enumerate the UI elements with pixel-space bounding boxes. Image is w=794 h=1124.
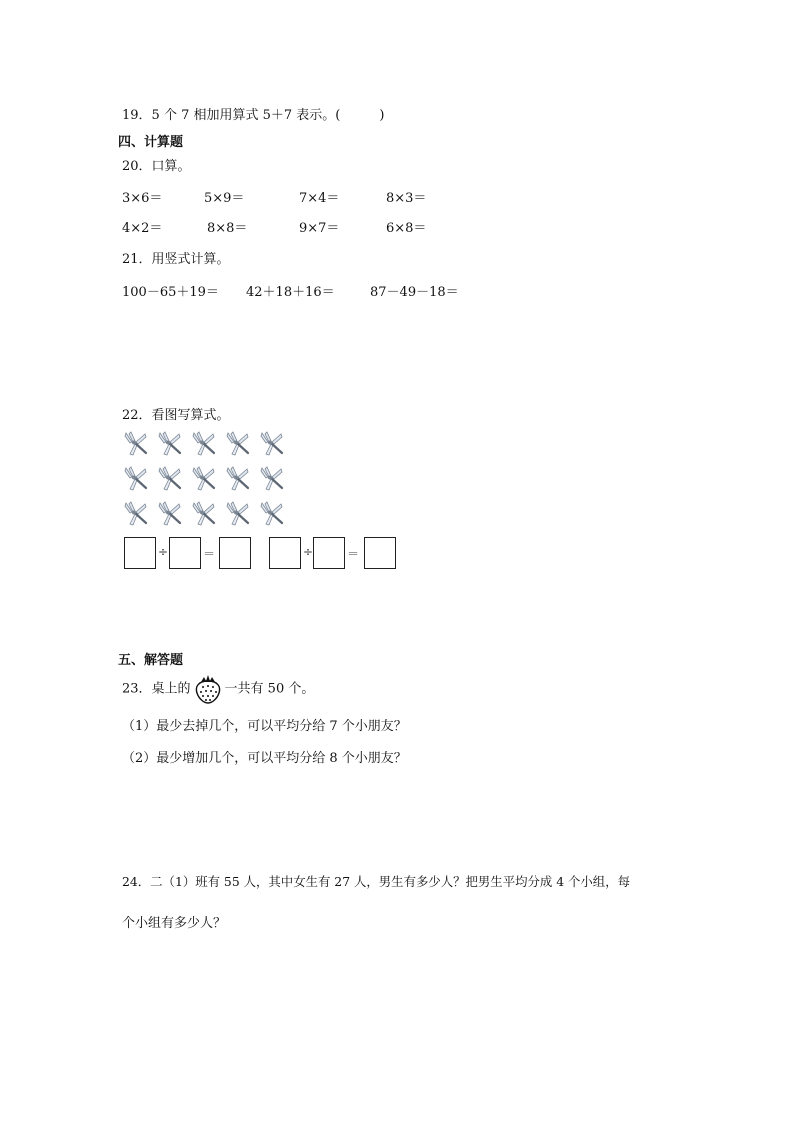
oral-calc-item: 9×7＝	[299, 221, 340, 236]
answer-box[interactable]	[219, 537, 251, 569]
oral-calc-item: 8×3＝	[386, 191, 427, 206]
dragonfly-icon	[224, 465, 252, 493]
question-19: 19．5 个 7 相加用算式 5＋7 表示。( )	[122, 108, 385, 123]
divide-sign: ÷	[158, 545, 169, 559]
dragonfly-icon	[258, 500, 286, 528]
dragonfly-icon	[156, 465, 184, 493]
question-21-title: 21．用竖式计算。	[122, 252, 230, 267]
question-20-title: 20．口算。	[122, 159, 191, 174]
question-24-line-2: 个小组有多少人？	[122, 916, 227, 931]
question-23	[122, 673, 314, 705]
oral-calc-item: 3×6＝	[122, 191, 163, 206]
vertical-calc-item: 100－65＋19＝	[122, 285, 219, 300]
question-24-line-1: 24．二（1）班有 55 人，其中女生有 27 人，男生有多少人？把男生平均分成 4 个小组，每	[122, 874, 630, 889]
dragonfly-icon	[122, 465, 150, 493]
answer-box[interactable]	[364, 537, 396, 569]
dragonfly-icon	[224, 430, 252, 458]
oral-calc-item: 6×8＝	[386, 221, 427, 236]
dragonfly-icon	[156, 500, 184, 528]
question-23-sub-1: （1）最少去掉几个，可以平均分给 7 个小朋友？	[122, 719, 407, 734]
oral-calc-item: 7×4＝	[299, 191, 340, 206]
answer-box[interactable]	[313, 537, 345, 569]
section-5-title: 五、解答题	[118, 653, 184, 668]
dragonfly-icon	[156, 430, 184, 458]
dragonfly-row	[122, 430, 286, 460]
question-23-suffix: 一共有 50 个。	[224, 681, 315, 697]
question-22-title: 22．看图写算式。	[122, 408, 230, 423]
question-23-sub-2: （2）最少增加几个，可以平均分给 8 个小朋友？	[122, 751, 407, 766]
equals-sign: ＝	[203, 547, 216, 561]
answer-box[interactable]	[269, 537, 301, 569]
dragonfly-icon	[190, 465, 218, 493]
dragonfly-icon	[190, 430, 218, 458]
dragonfly-row	[122, 500, 286, 530]
answer-box[interactable]	[124, 537, 156, 569]
dragonfly-icon	[258, 430, 286, 458]
answer-box[interactable]	[169, 537, 201, 569]
dragonfly-icon	[224, 500, 252, 528]
equals-sign: ＝	[347, 547, 360, 561]
section-4-title: 四、计算题	[118, 135, 184, 150]
vertical-calc-item: 87－49－18＝	[370, 285, 459, 300]
dragonfly-icon	[122, 500, 150, 528]
oral-calc-item: 5×9＝	[204, 191, 245, 206]
vertical-calc-item: 42＋18＋16＝	[246, 285, 335, 300]
dragonfly-row	[122, 465, 286, 495]
oral-calc-item: 4×2＝	[122, 221, 163, 236]
oral-calc-item: 8×8＝	[207, 221, 248, 236]
question-23-prefix: 23．桌上的	[122, 681, 191, 697]
divide-sign: ÷	[303, 545, 314, 559]
dragonfly-icon	[190, 500, 218, 528]
dragonfly-icon	[122, 430, 150, 458]
strawberry-icon	[192, 673, 224, 705]
dragonfly-icon	[258, 465, 286, 493]
